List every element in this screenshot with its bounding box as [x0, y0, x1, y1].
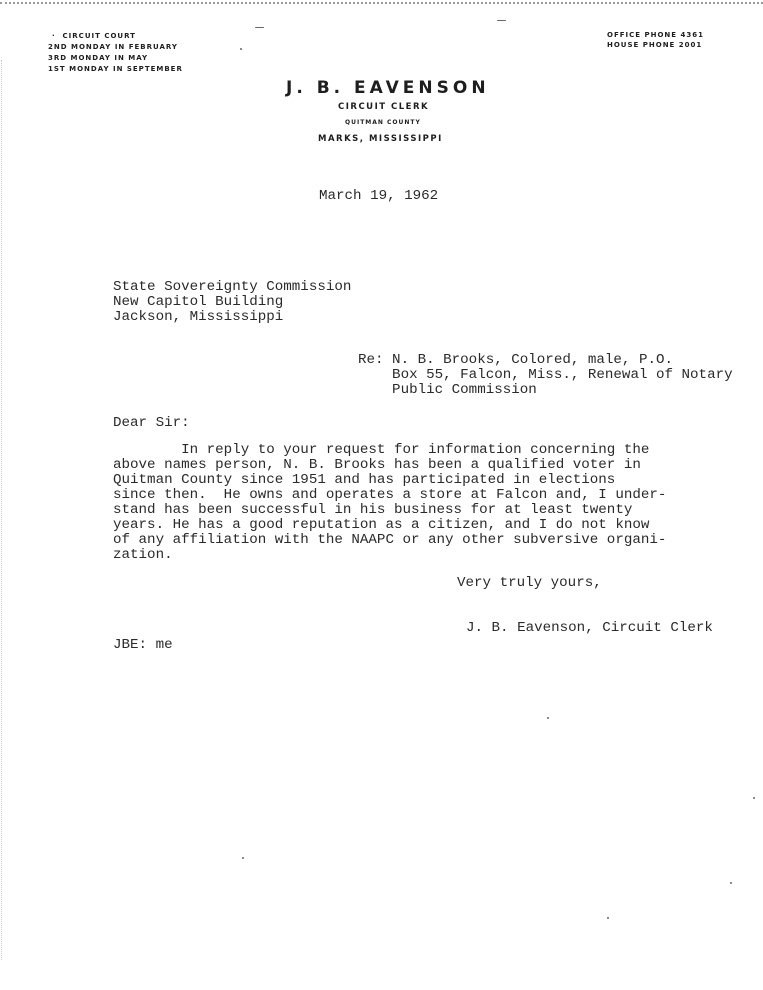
scan-speck [730, 882, 732, 884]
court-schedule-line-2: 3RD MONDAY IN MAY [48, 54, 149, 62]
letterhead-county: QUITMAN COUNTY [345, 119, 421, 126]
page-left-edge [1, 60, 2, 960]
scan-speck [255, 27, 264, 28]
scan-speck [242, 857, 244, 859]
letter-date: March 19, 1962 [319, 188, 439, 204]
typist-initials: JBE: me [113, 637, 173, 653]
court-schedule-line-3: 1ST MONDAY IN SEPTEMBER [48, 65, 183, 73]
letterhead-title: CIRCUIT CLERK [338, 102, 430, 112]
court-schedule-title: CIRCUIT COURT [62, 32, 136, 40]
body-line-4: since then. He owns and operates a store at Falcon and, I under- [113, 487, 667, 503]
closing: Very truly yours, [457, 575, 602, 591]
re-line-3: Public Commission [358, 382, 537, 398]
re-line-2: Box 55, Falcon, Miss., Renewal of Notary [358, 367, 733, 383]
signature-line: J. B. Eavenson, Circuit Clerk [466, 620, 713, 636]
salutation: Dear Sir: [113, 415, 190, 431]
recipient-line-2: New Capitol Building [113, 294, 284, 310]
scan-speck [753, 797, 755, 799]
court-schedule-line-1: 2ND MONDAY IN FEBRUARY [48, 43, 178, 51]
scan-speck [607, 917, 609, 919]
court-schedule-heading: · CIRCUIT COURT [52, 32, 136, 40]
letterhead-city: MARKS, MISSISSIPPI [318, 134, 443, 144]
scan-speck [240, 48, 242, 50]
letterhead-name: J. B. EAVENSON [286, 78, 490, 98]
body-line-5: stand has been successful in his business for at least twenty [113, 502, 633, 518]
body-line-6: years. He has a good reputation as a citizen, and I do not know [113, 517, 650, 533]
body-line-3: Quitman County since 1951 and has participated in elections [113, 472, 616, 488]
body-line-2: above names person, N. B. Brooks has been a qualified voter in [113, 457, 641, 473]
page-top-edge [0, 2, 763, 4]
office-phone: OFFICE PHONE 4361 [607, 31, 704, 39]
house-phone: HOUSE PHONE 2001 [607, 41, 703, 49]
body-line-8: zation. [113, 547, 173, 563]
recipient-line-3: Jackson, Mississippi [113, 309, 284, 325]
re-line-1: Re: N. B. Brooks, Colored, male, P.O. [358, 352, 674, 368]
recipient-line-1: State Sovereignty Commission [113, 279, 352, 295]
body-line-7: of any affiliation with the NAAPC or any other subversive organi- [113, 532, 667, 548]
scan-speck [497, 20, 506, 21]
scan-speck [547, 717, 549, 719]
body-line-1: In reply to your request for information concerning the [113, 442, 650, 458]
